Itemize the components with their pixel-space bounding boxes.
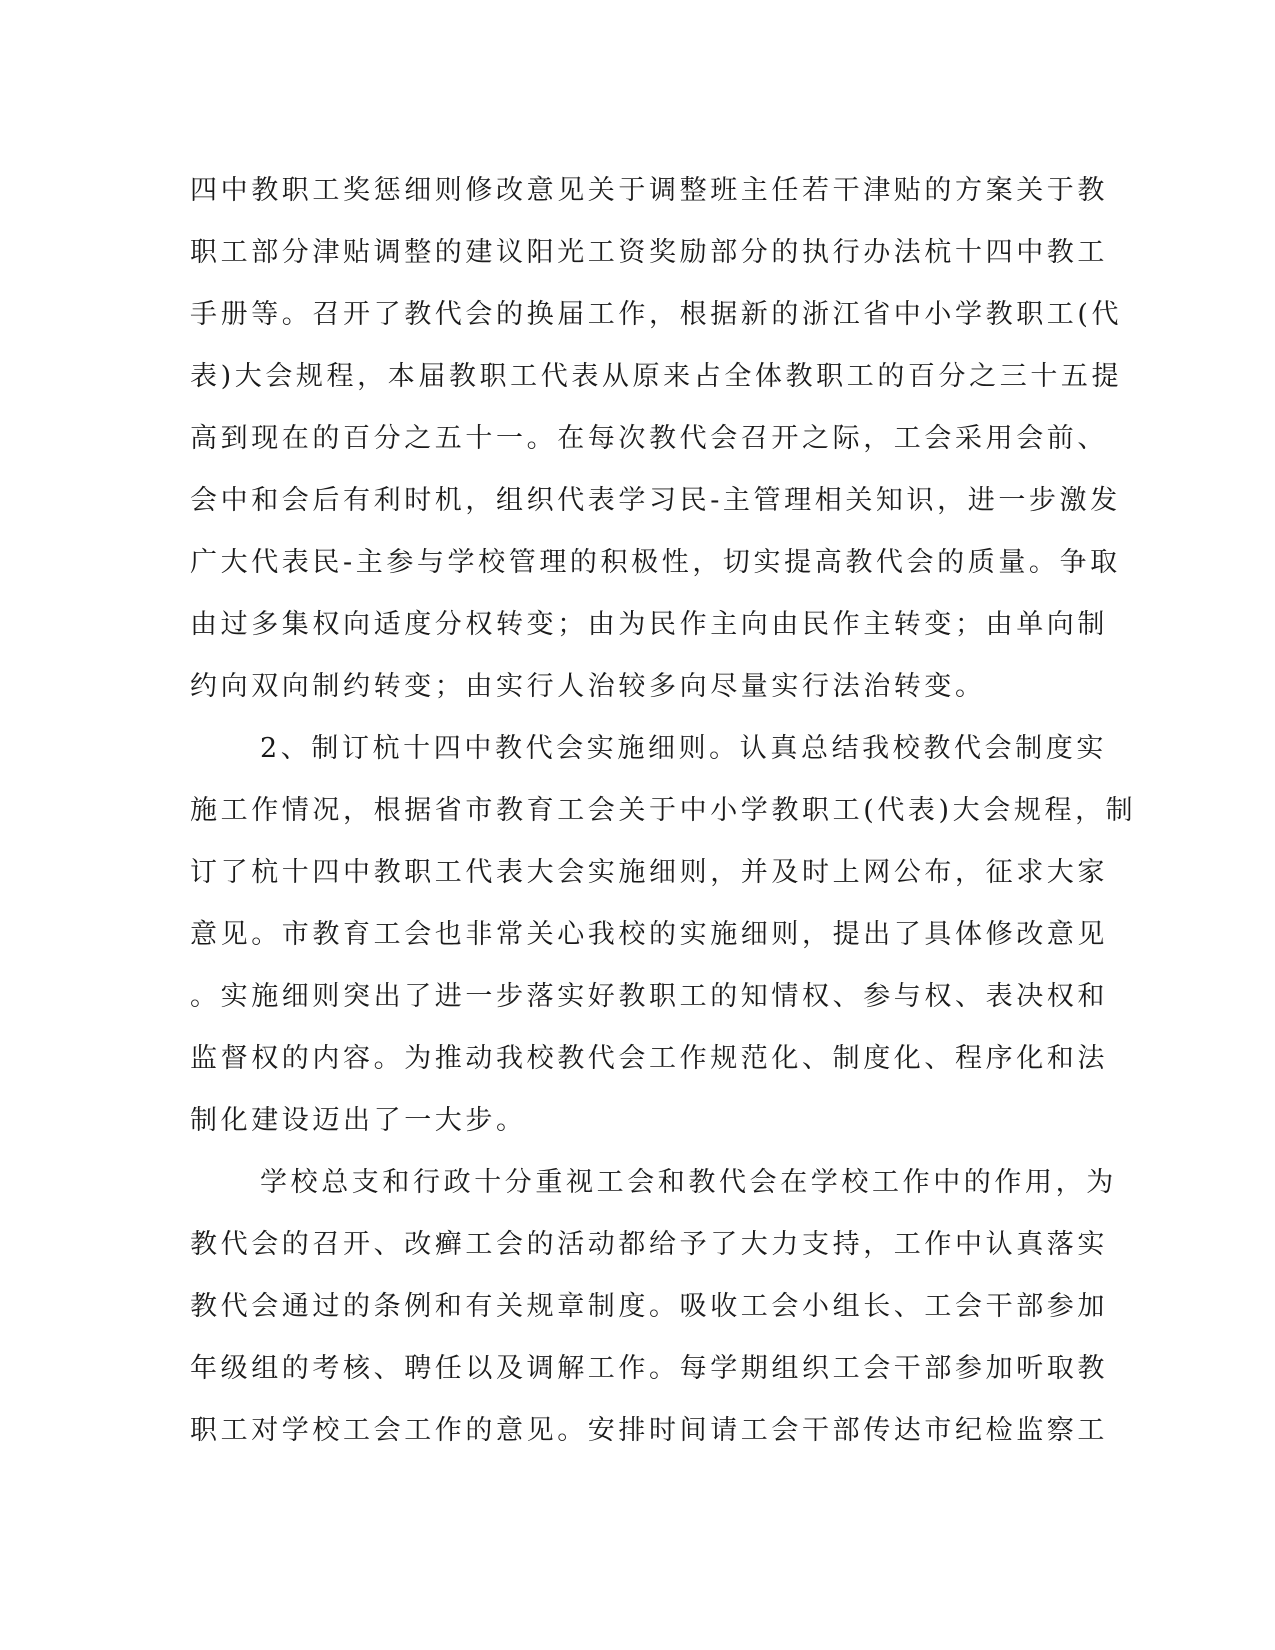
text-line: 四中教职工奖惩细则修改意见关于调整班主任若干津贴的方案关于教 bbox=[190, 175, 1108, 206]
text-line: 年级组的考核、聘任以及调解工作。每学期组织工会干部参加听取教 bbox=[190, 1353, 1108, 1384]
paragraph-start-line: 2、制订杭十四中教代会实施细则。认真总结我校教代会制度实 bbox=[260, 733, 1107, 764]
paragraph-start-line: 学校总支和行政十分重视工会和教代会在学校工作中的作用，为 bbox=[260, 1167, 1117, 1198]
text-line: 高到现在的百分之五十一。在每次教代会召开之际，工会采用会前、 bbox=[190, 423, 1108, 454]
body-text bbox=[190, 160, 1137, 1462]
text-line: 监督权的内容。为推动我校教代会工作规范化、制度化、程序化和法 bbox=[190, 1043, 1108, 1074]
text-line: 表)大会规程，本届教职工代表从原来占全体教职工的百分之三十五提 bbox=[190, 361, 1123, 392]
text-line: 手册等。召开了教代会的换届工作，根据新的浙江省中小学教职工(代 bbox=[190, 299, 1123, 330]
text-line: 制化建设迈出了一大步。 bbox=[190, 1105, 527, 1136]
text-line: 施工作情况，根据省市教育工会关于中小学教职工(代表)大会规程，制 bbox=[190, 795, 1137, 826]
text-line: 约向双向制约转变；由实行人治较多向尽量实行法治转变。 bbox=[190, 671, 986, 702]
text-line: 广大代表民-主参与学校管理的积极性，切实提高教代会的质量。争取 bbox=[190, 547, 1121, 578]
text-line: 教代会的召开、改癣工会的活动都给予了大力支持，工作中认真落实 bbox=[190, 1229, 1108, 1260]
text-line: 职工对学校工会工作的意见。安排时间请工会干部传达市纪检监察工 bbox=[190, 1415, 1108, 1446]
text-line: 由过多集权向适度分权转变；由为民作主向由民作主转变；由单向制 bbox=[190, 609, 1108, 640]
text-line: 。实施细则突出了进一步落实好教职工的知情权、参与权、表决权和 bbox=[190, 981, 1108, 1012]
text-line: 教代会通过的条例和有关规章制度。吸收工会小组长、工会干部参加 bbox=[190, 1291, 1108, 1322]
text-line: 职工部分津贴调整的建议阳光工资奖励部分的执行办法杭十四中教工 bbox=[190, 237, 1108, 268]
text-line: 会中和会后有利时机，组织代表学习民-主管理相关知识，进一步激发 bbox=[190, 485, 1121, 516]
text-line: 意见。市教育工会也非常关心我校的实施细则，提出了具体修改意见 bbox=[190, 919, 1108, 950]
text-line: 订了杭十四中教职工代表大会实施细则，并及时上网公布，征求大家 bbox=[190, 857, 1108, 888]
